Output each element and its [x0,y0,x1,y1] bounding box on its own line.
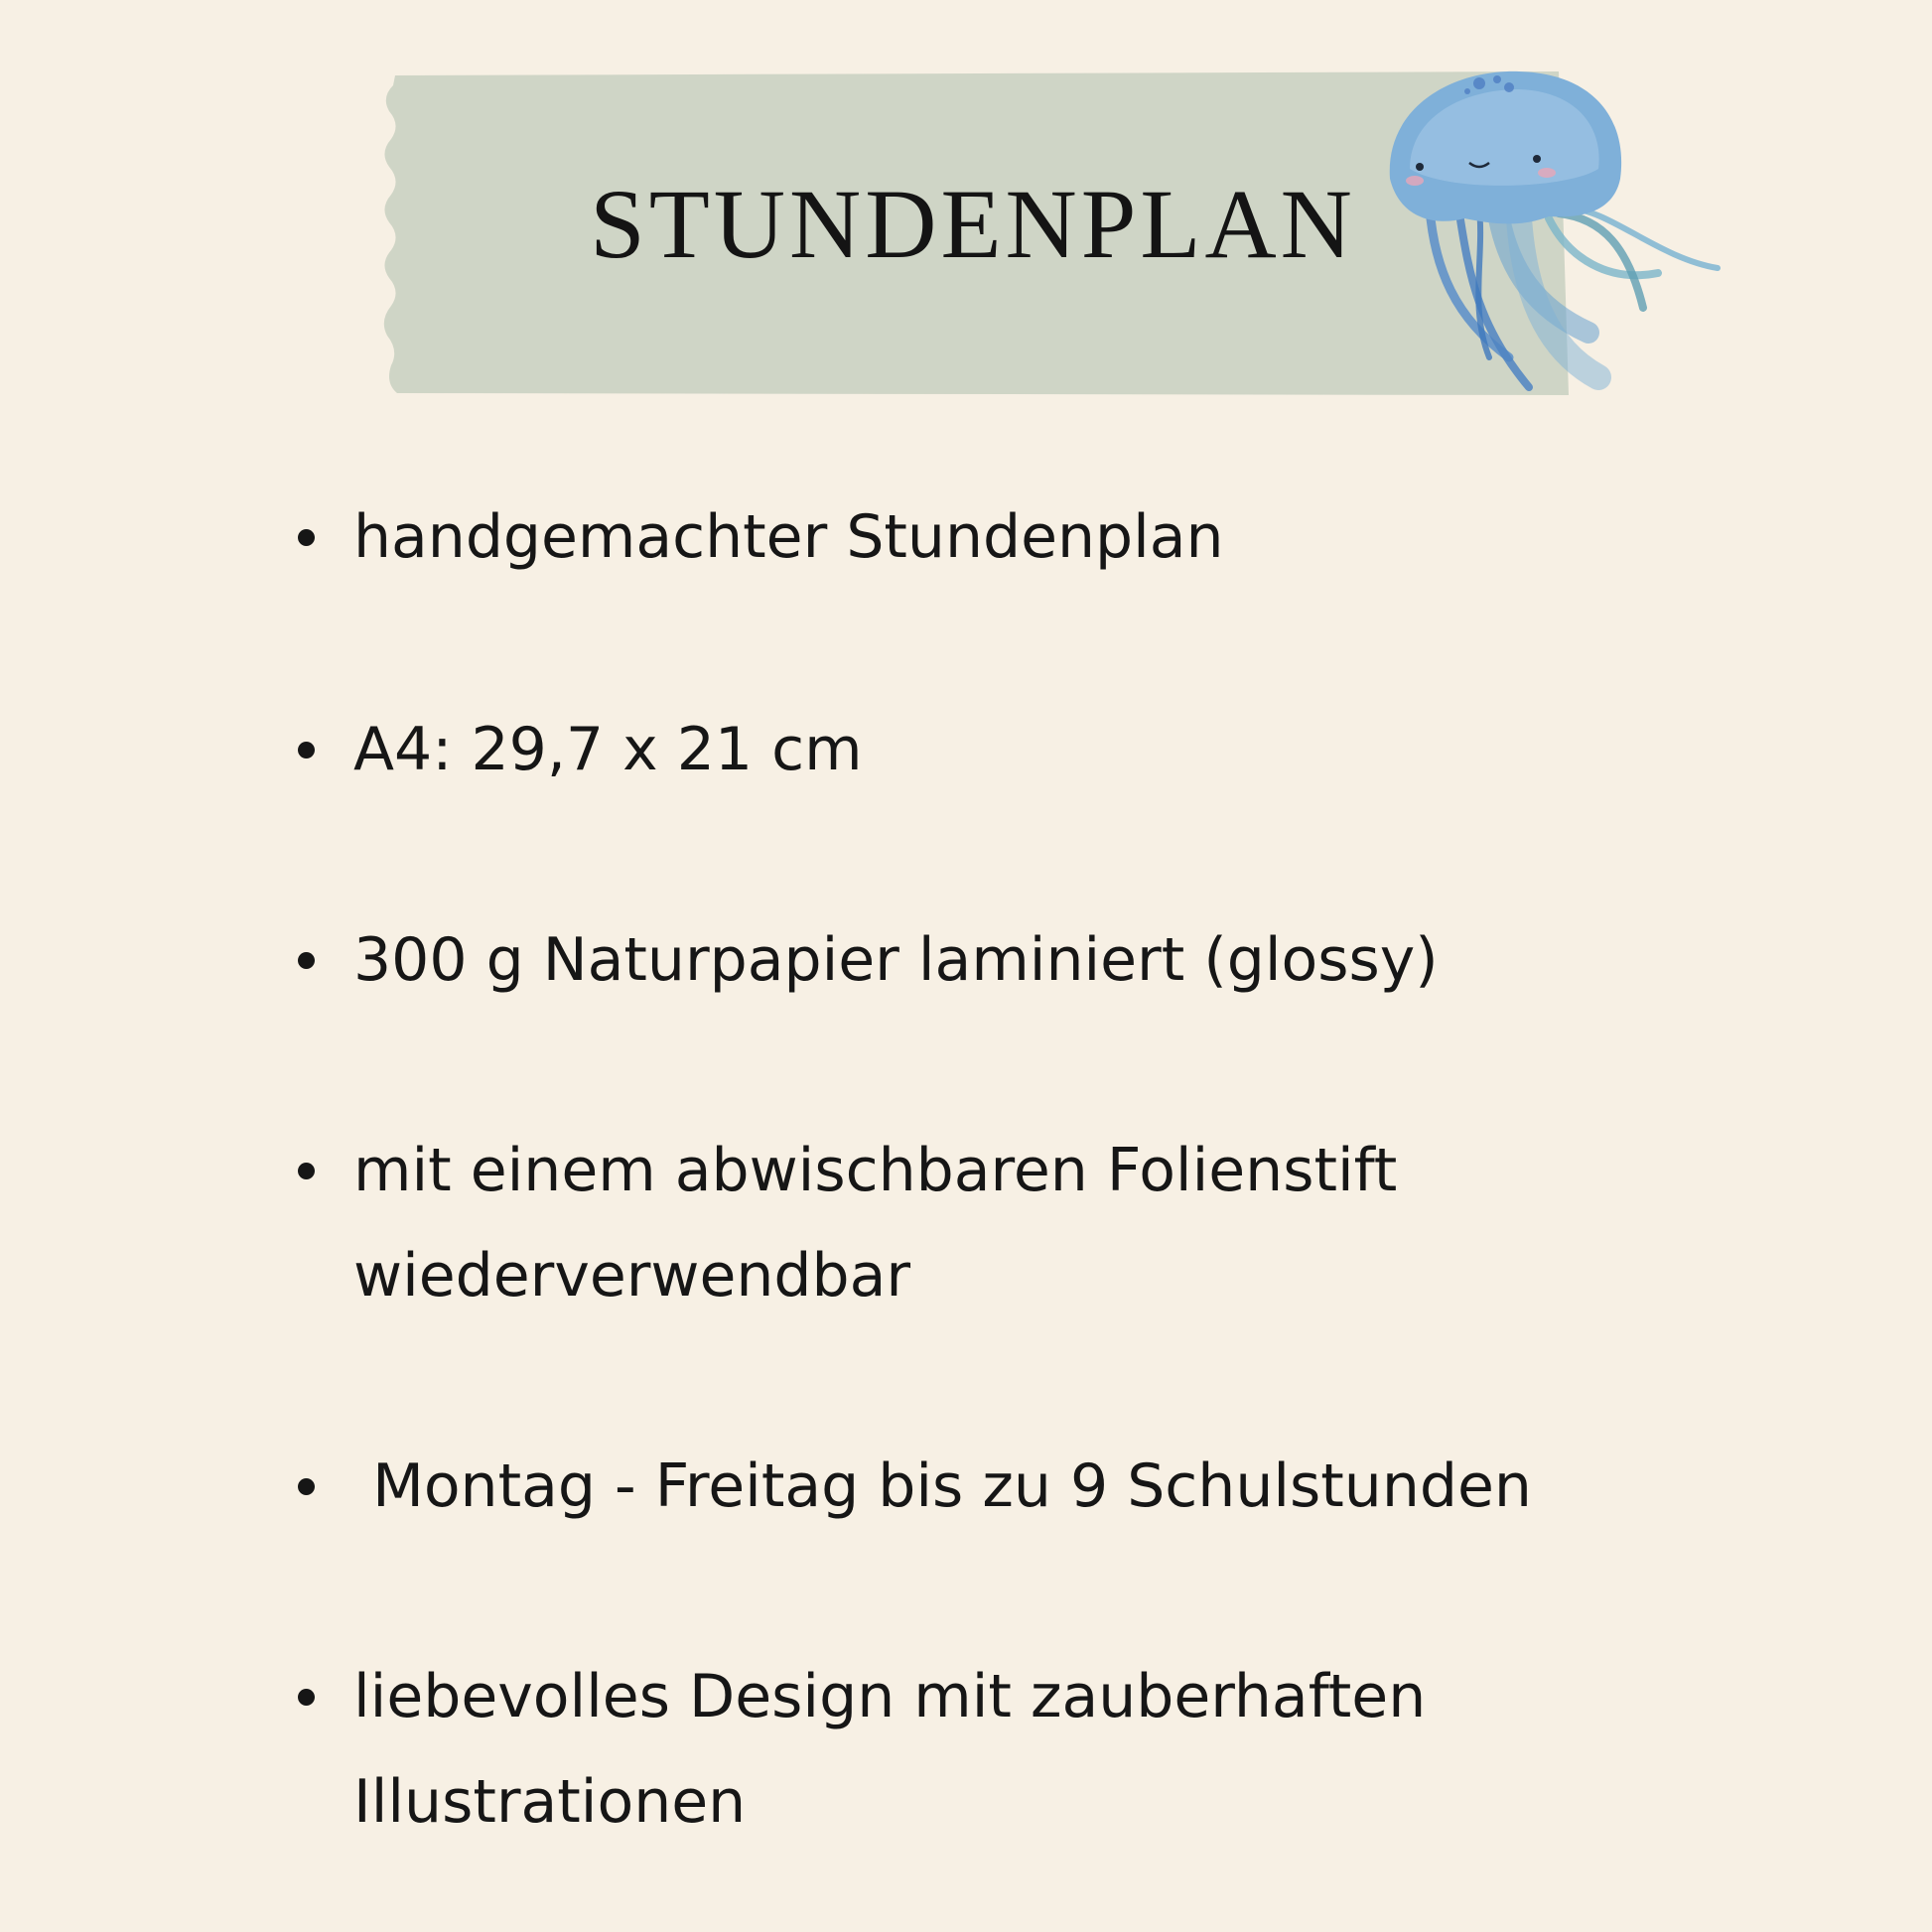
bullet-icon [298,1689,315,1706]
page-title: STUNDENPLAN [590,169,1356,279]
feature-text: mit einem abwischbaren Folienstift wiederverwendbar [353,1136,1417,1311]
feature-item [298,907,1708,1013]
feature-text: handgemachter Stundenplan [353,502,1224,572]
feature-item [298,1644,1708,1855]
bullet-icon [298,1163,315,1179]
feature-item [298,1434,1708,1539]
feature-item [298,1118,1708,1328]
bullet-icon [298,952,315,969]
feature-text: liebevolles Design mit zauberhaften Illustrationen [353,1662,1446,1837]
bullet-icon [298,529,315,546]
bullet-icon [298,742,315,759]
feature-text: A4: 29,7 x 21 cm [353,715,863,784]
feature-item [298,697,1708,802]
feature-text: 300 g Naturpapier laminiert (glossy) [353,925,1439,995]
feature-text: Montag - Freitag bis zu 9 Schulstunden [353,1451,1532,1521]
feature-item [298,484,1708,590]
bullet-icon [298,1478,315,1495]
